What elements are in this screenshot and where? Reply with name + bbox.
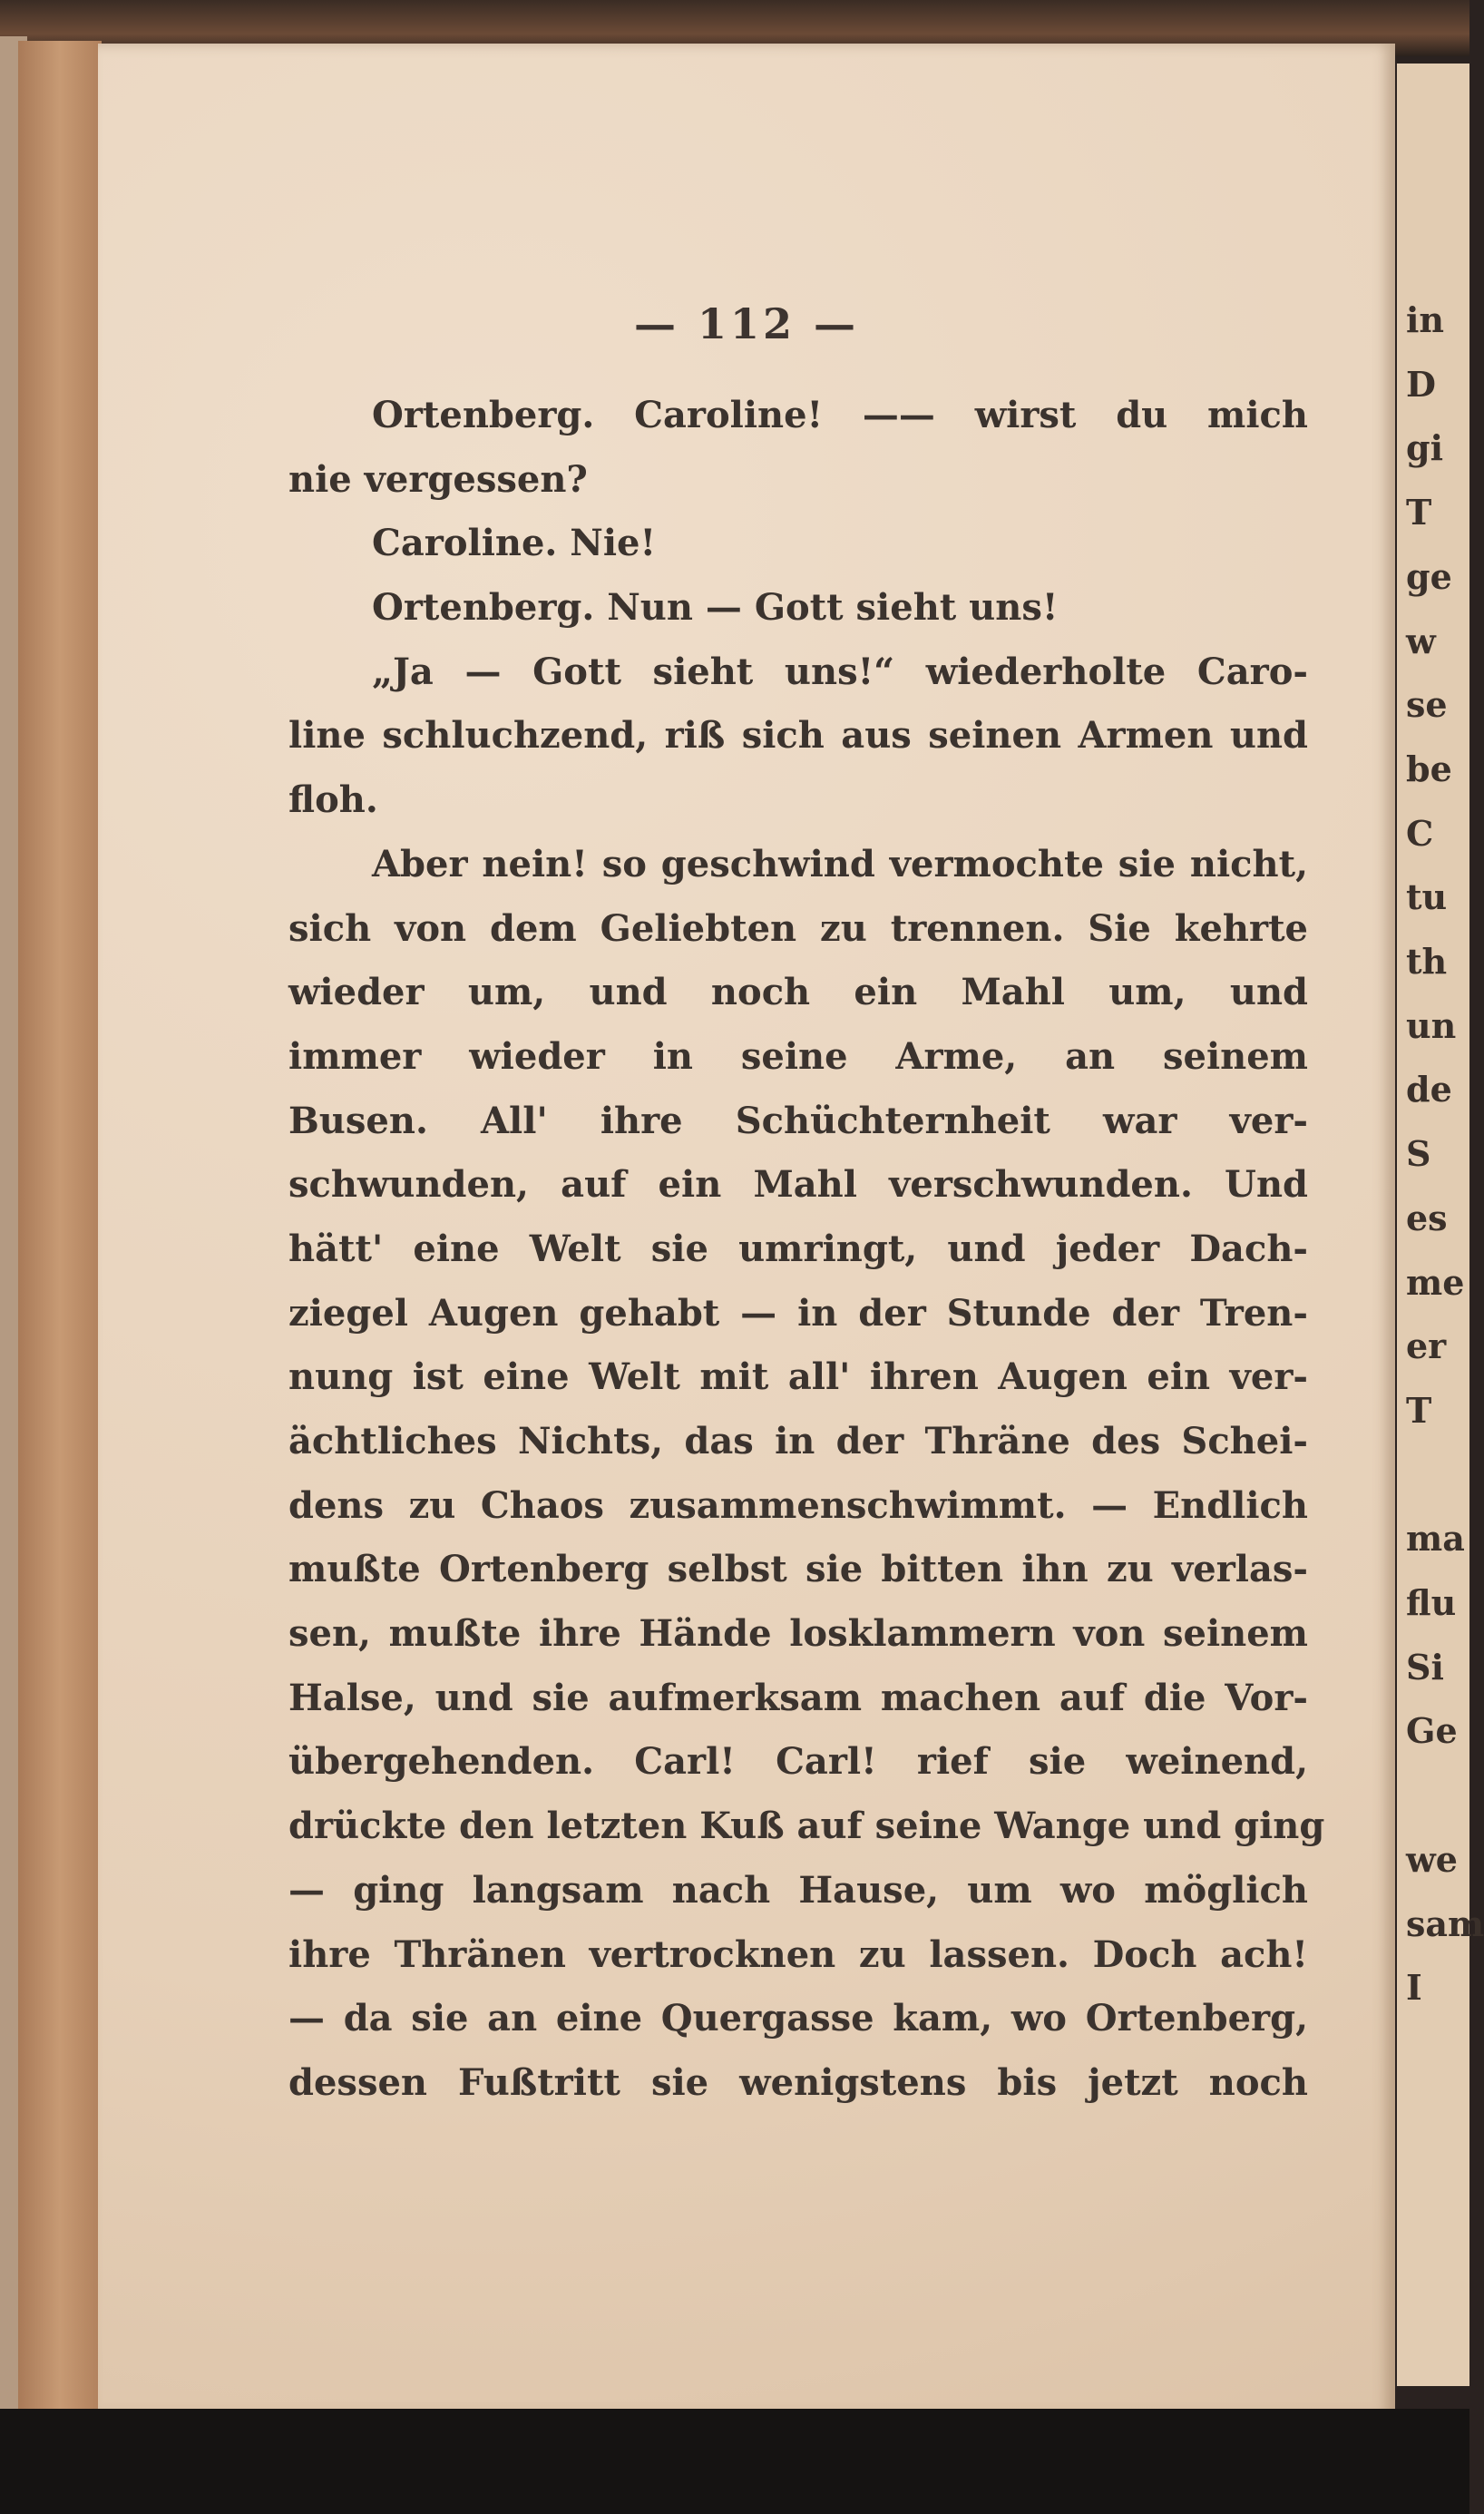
text-line: ihre Thränen vertrocknen zu lassen. Doch ach! bbox=[288, 1932, 1308, 1976]
text-line: sen, mußte ihre Hände losklammern von seinem bbox=[288, 1612, 1308, 1656]
next-page-fragment: Si bbox=[1406, 1646, 1444, 1687]
text-line: wieder um, und noch ein Mahl um, und bbox=[288, 971, 1308, 1014]
next-page-fragment: me bbox=[1406, 1261, 1465, 1303]
next-page-fragment: ge bbox=[1406, 555, 1452, 597]
text-line: drückte den letzten Kuß auf seine Wange und ging bbox=[288, 1805, 1325, 1848]
text-line: mußte Ortenberg selbst sie bitten ihn zu verlas- bbox=[288, 1548, 1308, 1591]
next-page-fragment: tu bbox=[1406, 876, 1448, 918]
next-page-fragment: Ge bbox=[1406, 1710, 1458, 1752]
next-page-fragment: S bbox=[1406, 1133, 1431, 1175]
next-page-fragment: w bbox=[1406, 620, 1436, 661]
text-line: hätt' eine Welt sie umringt, und jeder Dach- bbox=[288, 1227, 1308, 1270]
text-line: Aber nein! so geschwind vermochte sie nicht, bbox=[372, 842, 1308, 885]
text-line: nie vergessen? bbox=[288, 457, 588, 501]
next-page-fragment: I bbox=[1406, 1967, 1422, 2009]
next-page-fragment: un bbox=[1406, 1004, 1457, 1046]
next-page-fragment: er bbox=[1406, 1325, 1447, 1367]
next-page-fragment: es bbox=[1406, 1197, 1448, 1238]
next-page-fragment: se bbox=[1406, 684, 1448, 726]
next-page-fragment: T bbox=[1406, 1389, 1432, 1431]
next-page-fragment: D bbox=[1406, 363, 1436, 405]
text-line: Caroline. Nie! bbox=[372, 522, 657, 565]
text-line: Halse, und sie aufmerksam machen auf die Vor- bbox=[288, 1676, 1308, 1719]
page-stack-edge bbox=[18, 41, 102, 2413]
next-page-fragment: T bbox=[1406, 492, 1432, 533]
body-text bbox=[288, 384, 1325, 2116]
text-line: ächtliches Nichts, das in der Thräne des Schei- bbox=[288, 1420, 1308, 1462]
page-number: — 112 — bbox=[633, 299, 860, 348]
text-line: ziegel Augen gehabt — in der Stunde der Tren- bbox=[288, 1291, 1308, 1335]
next-page-edge bbox=[1397, 64, 1484, 2386]
next-page-fragment: th bbox=[1406, 941, 1448, 982]
next-page-fragment: be bbox=[1406, 748, 1452, 789]
text-line: dessen Fußtritt sie wenigstens bis jetzt noch bbox=[288, 2060, 1308, 2104]
scan-bottom-edge bbox=[0, 2409, 1469, 2514]
text-line: floh. bbox=[288, 778, 378, 822]
text-line: Busen. All' ihre Schüchternheit war ver- bbox=[288, 1099, 1308, 1142]
text-line: Ortenberg. Nun — Gott sieht uns! bbox=[372, 586, 1059, 630]
next-page-fragment: sam bbox=[1406, 1903, 1484, 1944]
next-page-fragment: de bbox=[1406, 1069, 1452, 1110]
text-line: line schluchzend, riß sich aus seinen Armen und bbox=[288, 714, 1308, 758]
next-page-fragment: C bbox=[1406, 812, 1434, 854]
next-page-fragment: in bbox=[1406, 299, 1445, 340]
text-line: sich von dem Geliebten zu trennen. Sie kehrte bbox=[288, 906, 1308, 950]
next-page-fragment: flu bbox=[1406, 1582, 1457, 1623]
text-line: nung ist eine Welt mit all' ihren Augen ein ver- bbox=[288, 1355, 1308, 1399]
text-line: übergehenden. Carl! Carl! rief sie weinend, bbox=[288, 1740, 1308, 1784]
next-page-fragment: ma bbox=[1406, 1518, 1465, 1560]
text-line: immer wieder in seine Arme, an seinem bbox=[288, 1034, 1308, 1078]
book-page bbox=[98, 44, 1395, 2416]
text-line: „Ja — Gott sieht uns!“ wiederholte Caro- bbox=[372, 650, 1308, 693]
text-line: — ging langsam nach Hause, um wo möglich bbox=[288, 1868, 1308, 1912]
text-line: dens zu Chaos zusammenschwimmt. — Endlich bbox=[288, 1483, 1308, 1527]
text-line: Ortenberg. Caroline! —— wirst du mich bbox=[372, 394, 1308, 436]
next-page-fragment: gi bbox=[1406, 427, 1444, 469]
next-page-fragment: we bbox=[1406, 1838, 1458, 1880]
text-line: schwunden, auf ein Mahl verschwunden. Und bbox=[288, 1163, 1308, 1207]
text-line: — da sie an eine Quergasse kam, wo Ortenberg, bbox=[288, 1997, 1308, 2040]
